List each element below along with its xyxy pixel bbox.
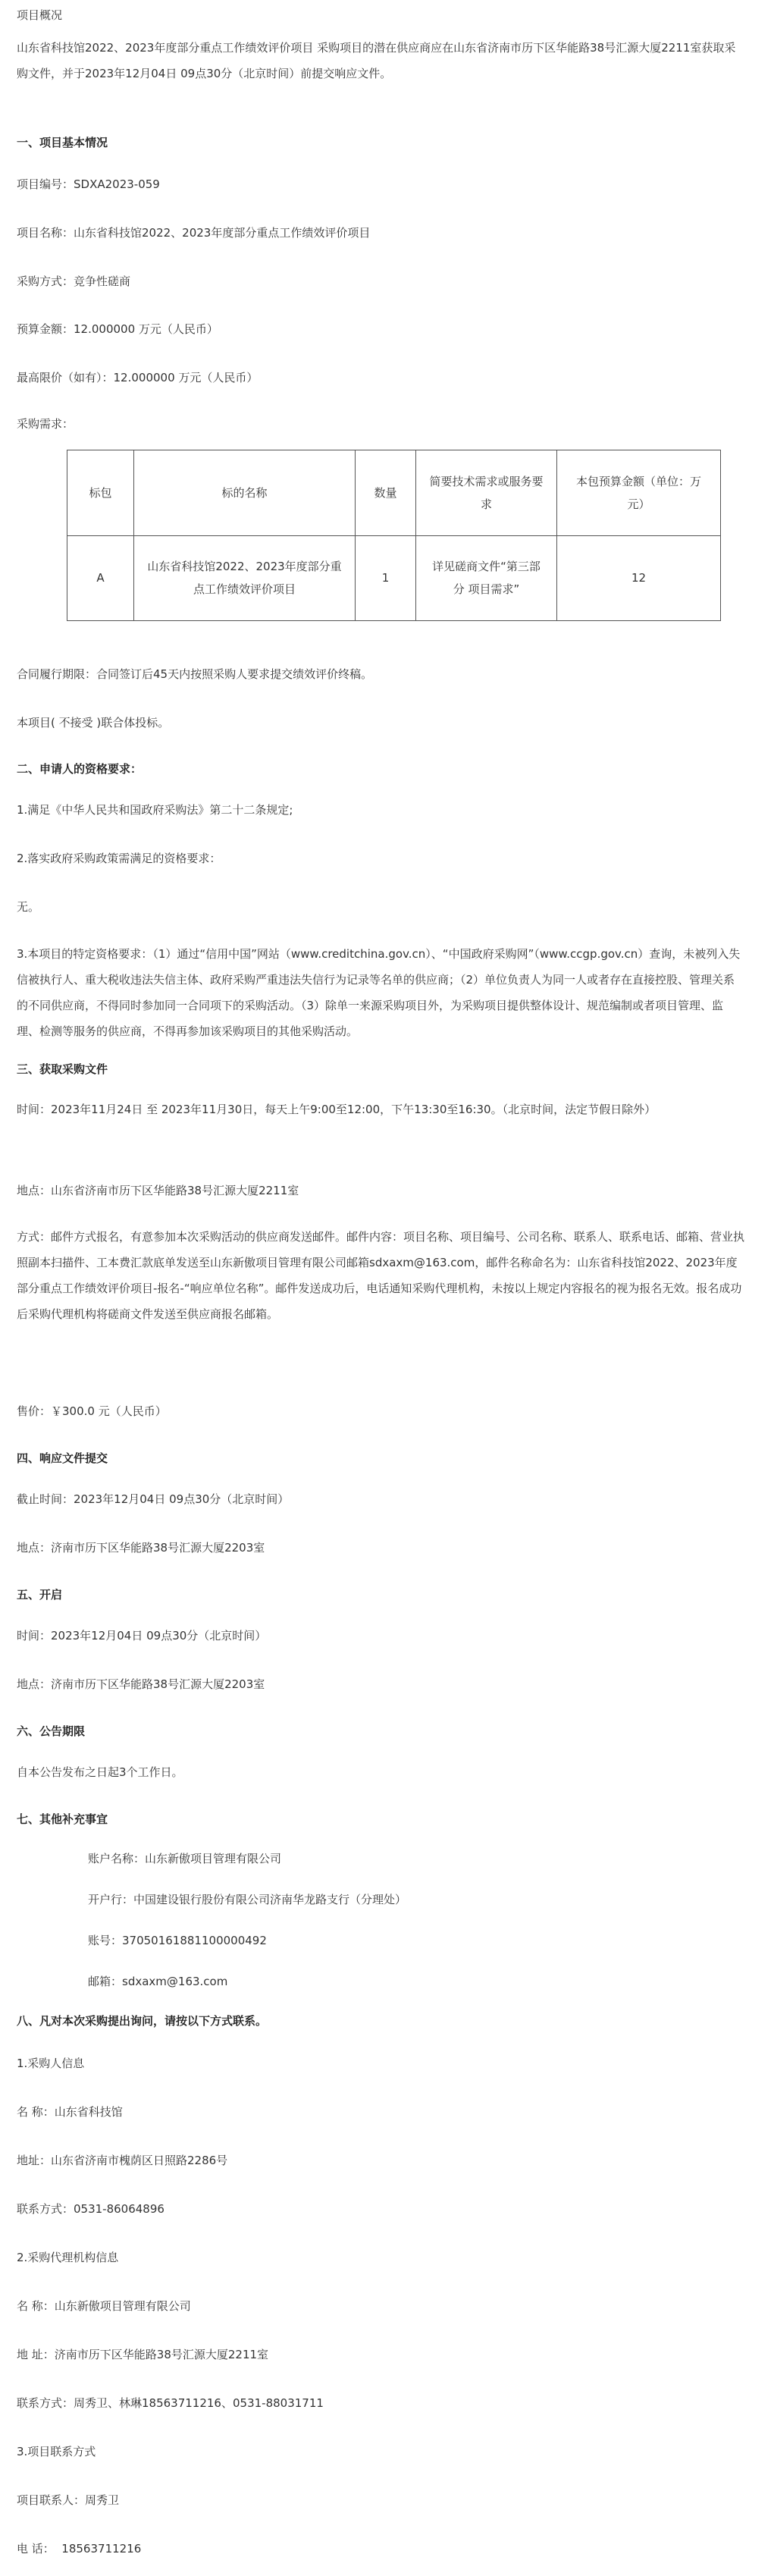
contact-title: 3.项目联系方式 [17,2445,96,2458]
table-header: 简要技术需求或服务要求 [416,450,557,536]
section8-heading: 八、凡对本次采购提出询问，请按以下方式联系。 [17,2014,268,2028]
account-email: 邮箱：sdxaxm@163.com [88,1975,228,1988]
consortium-note: 本项目( 不接受 )联合体投标。 [17,716,170,730]
document-price: 售价：￥300.0 元（人民币） [17,1404,167,1418]
section1-heading: 一、项目基本情况 [17,136,108,149]
table-cell: 详见磋商文件“第三部分 项目需求” [416,535,557,621]
requirements-table [67,450,721,621]
section3-heading: 三、获取采购文件 [17,1062,108,1076]
qualification-3: 3.本项目的特定资格要求：（1）通过“信用中国”网站（www.creditchina.gov.cn）、“中国政府采购网”（www.ccgp.gov.cn）查询，未被列入失信被执行人、重大税收违法失信主体、政府采购严重违法失信行为记录等名单的供应商；（2）单位负责人为同一人或者存在直接控股、管理关系的不同供应商，不得同时参加同一合同项下的采购活动。（3）除单一来源采购项目外，为采购项目提供整体设计、规范编制或者项目管理、监理、检测等服务的供应商，不得再参加该采购项目的其他采购活动。 [17,947,741,1038]
obtain-time: 时间：2023年11月24日 至 2023年11月30日，每天上午9:00至12:00，下午13:30至16:30。（北京时间，法定节假日除外） [17,1103,656,1116]
agency-name: 名 称：山东新傲项目管理有限公司 [17,2299,191,2313]
submission-place: 地点：济南市历下区华能路38号汇源大厦2203室 [17,1541,265,1555]
agency-address: 地 址：济南市历下区华能路38号汇源大厦2211室 [17,2348,269,2361]
contact-person: 项目联系人：周秀卫 [17,2493,120,2507]
section2-heading: 二、申请人的资格要求： [17,762,143,776]
table-header: 标包 [67,450,134,536]
project-number: 项目编号：SDXA2023-059 [17,177,160,191]
budget-amount: 预算金额：12.000000 万元（人民币） [17,322,218,336]
bank-name: 开户行：中国建设银行股份有限公司济南华龙路支行（分理处） [88,1893,407,1906]
table-header: 本包预算金额（单位：万元） [557,450,721,536]
purchaser-name: 名 称：山东省科技馆 [17,2105,123,2119]
obtain-place: 地点：山东省济南市历下区华能路38号汇源大厦2211室 [17,1184,299,1197]
agency-title: 2.采购代理机构信息 [17,2251,119,2264]
account-number: 账号：37050161881100000492 [88,1934,267,1947]
section4-heading: 四、响应文件提交 [17,1451,108,1465]
table-header-row [67,450,721,536]
contact-phone: 电 话： 18563711216 [17,2542,142,2556]
project-name: 项目名称：山东省科技馆2022、2023年度部分重点工作绩效评价项目 [17,226,371,240]
opening-place: 地点：济南市历下区华能路38号汇源大厦2203室 [17,1677,265,1691]
table-cell: A [67,535,134,621]
qualification-1: 1.满足《中华人民共和国政府采购法》第二十二条规定; [17,803,293,817]
table-row [67,535,721,621]
qualification-none: 无。 [17,900,40,914]
max-price: 最高限价（如有）：12.000000 万元（人民币） [17,371,259,384]
overview-heading: 项目概况 [17,8,63,22]
account-name: 账户名称：山东新傲项目管理有限公司 [88,1852,282,1865]
submission-deadline: 截止时间：2023年12月04日 09点30分（北京时间） [17,1492,290,1506]
table-header: 标的名称 [134,450,356,536]
opening-time: 时间：2023年12月04日 09点30分（北京时间） [17,1629,267,1643]
section7-heading: 七、其他补充事宜 [17,1812,108,1826]
qualification-2: 2.落实政府采购政策需满足的资格要求： [17,852,221,865]
table-cell: 12 [557,535,721,621]
overview-text: 山东省科技馆2022、2023年度部分重点工作绩效评价项目 采购项目的潜在供应商应在山东省济南市历下区华能路38号汇源大厦2211室获取采购文件，并于2023年12月04日 09点30分（北京时间）前提交响应文件。 [17,41,736,80]
contract-term: 合同履行期限：合同签订后45天内按照采购人要求提交绩效评价终稿。 [17,667,373,681]
announcement-period: 自本公告发布之日起3个工作日。 [17,1765,183,1779]
section6-heading: 六、公告期限 [17,1724,86,1738]
table-header: 数量 [356,450,416,536]
table-cell: 山东省科技馆2022、2023年度部分重点工作绩效评价项目 [134,535,356,621]
procurement-method: 采购方式：竞争性磋商 [17,275,131,288]
table-cell: 1 [356,535,416,621]
requirements-label: 采购需求： [17,417,74,431]
purchaser-address: 地址：山东省济南市槐荫区日照路2286号 [17,2154,228,2167]
obtain-method: 方式：邮件方式报名，有意参加本次采购活动的供应商发送邮件。邮件内容：项目名称、项目编号、公司名称、联系人、联系电话、邮箱、营业执照副本扫描件、工本费汇款底单发送至山东新傲项目管理有限公司邮箱sdxaxm@163.com，邮件名称命名为：山东省科技馆2022、2023年度部分重点工作绩效评价项目-报名-“响应单位名称”。邮件发送成功后，电话通知采购代理机构，未按以上规定内容报名的视为报名无效。报名成功后采购代理机构将磋商文件发送至供应商报名邮箱。 [17,1230,745,1321]
purchaser-title: 1.采购人信息 [17,2057,85,2070]
agency-phone: 联系方式：周秀卫、林琳18563711216、0531-88031711 [17,2396,324,2410]
section5-heading: 五、开启 [17,1588,63,1602]
purchaser-phone: 联系方式：0531-86064896 [17,2202,165,2216]
